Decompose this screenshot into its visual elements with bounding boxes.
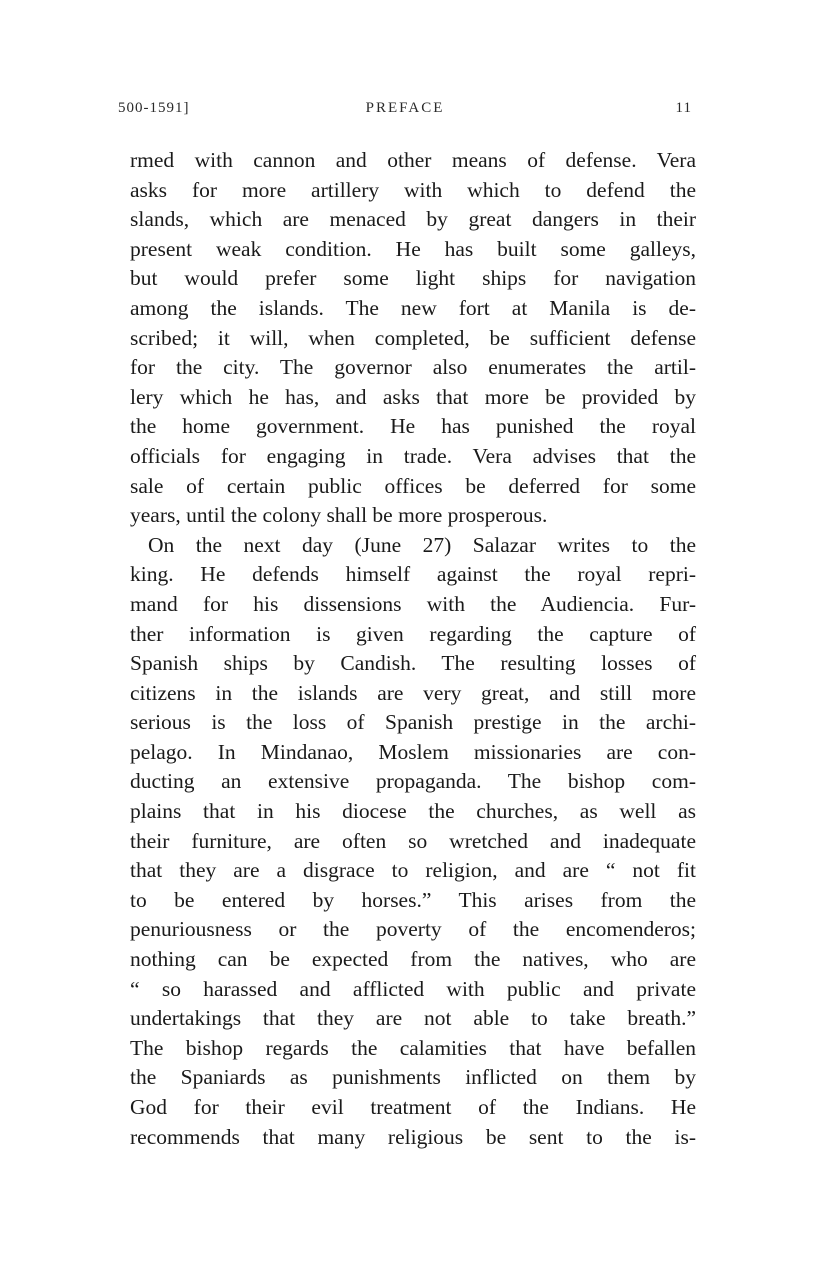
text-line: king. He defends himself against the royal repri-	[130, 562, 696, 587]
text-line: ducting an extensive propaganda. The bishop com-	[130, 769, 696, 794]
text-line: the Spaniards as punishments inflicted on them by	[130, 1065, 696, 1090]
text-line: the home government. He has punished the royal	[130, 414, 696, 439]
text-line: asks for more artillery with which to defend the	[130, 177, 696, 202]
text-line: officials for engaging in trade. Vera advises that the	[130, 443, 696, 468]
text-line: years, until the colony shall be more prosperous.	[130, 503, 548, 528]
text-line: their furniture, are often so wretched and inadequate	[130, 828, 696, 853]
text-line: recommends that many religious be sent to the is-	[130, 1124, 696, 1149]
text-line: slands, which are menaced by great dangers in their	[130, 207, 696, 232]
running-head	[118, 100, 692, 128]
text-line: for the city. The governor also enumerates the artil-	[130, 355, 696, 380]
text-line: lery which he has, and asks that more be provided by	[130, 384, 696, 409]
text-line: mand for his dissensions with the Audiencia. Fur-	[130, 591, 696, 616]
text-line: citizens in the islands are very great, and still more	[130, 680, 696, 705]
text-line: plains that in his diocese the churches, as well as	[130, 799, 696, 824]
text-line: but would prefer some light ships for navigation	[130, 266, 696, 291]
text-line: present weak condition. He has built some galleys,	[130, 236, 696, 261]
text-line: among the islands. The new fort at Manila is de-	[130, 295, 696, 320]
paragraph-start-line: On the next day (June 27) Salazar writes to the	[148, 532, 696, 557]
text-line: rmed with cannon and other means of defense. Vera	[130, 148, 696, 172]
body-text	[130, 146, 696, 1152]
text-line: to be entered by horses.” This arises from the	[130, 887, 696, 912]
text-line: sale of certain public offices be deferred for some	[130, 473, 696, 498]
text-line: undertakings that they are not able to take breath.”	[130, 1006, 696, 1031]
text-line: The bishop regards the calamities that have befallen	[130, 1035, 696, 1060]
text-line: nothing can be expected from the natives, who are	[130, 947, 696, 972]
text-line: pelago. In Mindanao, Moslem missionaries are con-	[130, 739, 696, 764]
text-line: Spanish ships by Candish. The resulting losses of	[130, 651, 696, 676]
text-line: serious is the loss of Spanish prestige in the archi-	[130, 710, 696, 735]
text-line: God for their evil treatment of the Indians. He	[130, 1095, 696, 1119]
running-head-title: PREFACE	[365, 100, 445, 116]
running-head-date-range: 500-1591]	[118, 100, 190, 116]
text-line: “ so harassed and afflicted with public and private	[130, 976, 696, 1001]
text-line: scribed; it will, when completed, be sufficient defense	[130, 325, 696, 350]
text-line: that they are a disgrace to religion, and are “ not fit	[130, 858, 696, 883]
text-line: ther information is given regarding the capture of	[130, 621, 696, 646]
text-line: penuriousness or the poverty of the encomenderos;	[130, 917, 696, 942]
page-number: 11	[675, 100, 692, 116]
